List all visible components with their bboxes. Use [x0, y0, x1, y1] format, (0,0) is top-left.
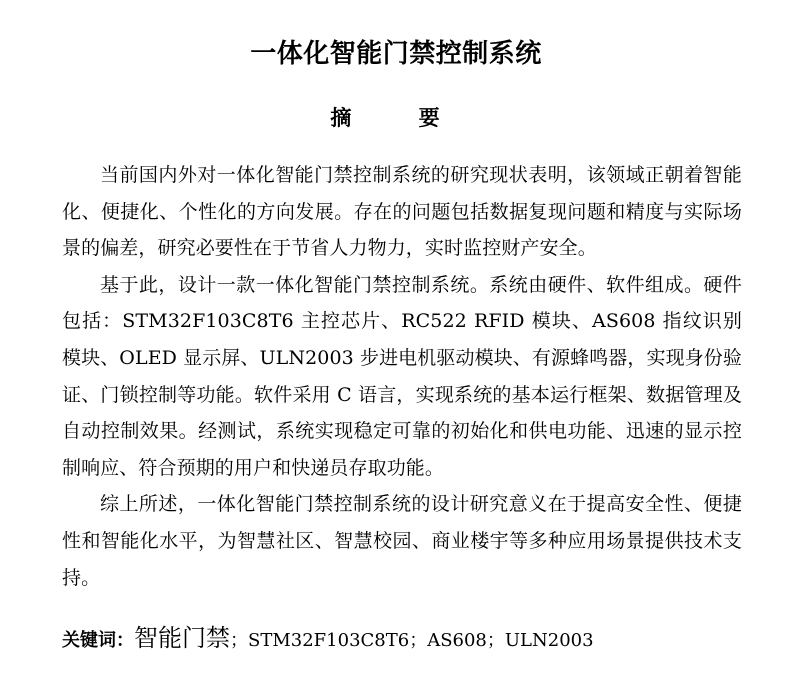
abstract-paragraph: 综上所述，一体化智能门禁控制系统的设计研究意义在于提高安全性、便捷性和智能化水平，为智慧社区、智慧校园、商业楼宇等多种应用场景提供技术支持。	[62, 493, 742, 589]
abstract-paragraph: 基于此，设计一款一体化智能门禁控制系统。系统由硬件、软件组成。硬件包括：STM32F103C8T6 主控芯片、RC522 RFID 模块、AS608 指纹识别模块、OLED 显示屏、ULN2003 步进电机驱动模块、有源蜂鸣器，实现身份验证、门锁控制等功能。软件采用 C 语言，实现系统的基本运行框架、数据管理及自动控制效果。经测试，系统实现稳定可靠的初始化和供电功能、迅速的显示控制响应、符合预期的用户和快递员存取功能。	[62, 273, 742, 479]
keywords-label: 关键词：	[62, 630, 134, 651]
abstract-paragraph: 当前国内外对一体化智能门禁控制系统的研究现状表明，该领域正朝着智能化、便捷化、个性化的方向发展。存在的问题包括数据复现问题和精度与实际场景的偏差，研究必要性在于节省人力物力，实时监控财产安全。	[62, 164, 742, 260]
keywords-line	[62, 618, 762, 661]
keyword-first: 智能门禁	[134, 624, 230, 652]
document-title: 一体化智能门禁控制系统	[250, 39, 542, 69]
keywords-rest: ；STM32F103C8T6；AS608；ULN2003	[230, 630, 594, 651]
abstract-body	[62, 157, 742, 596]
abstract-heading: 摘 要	[330, 106, 470, 130]
